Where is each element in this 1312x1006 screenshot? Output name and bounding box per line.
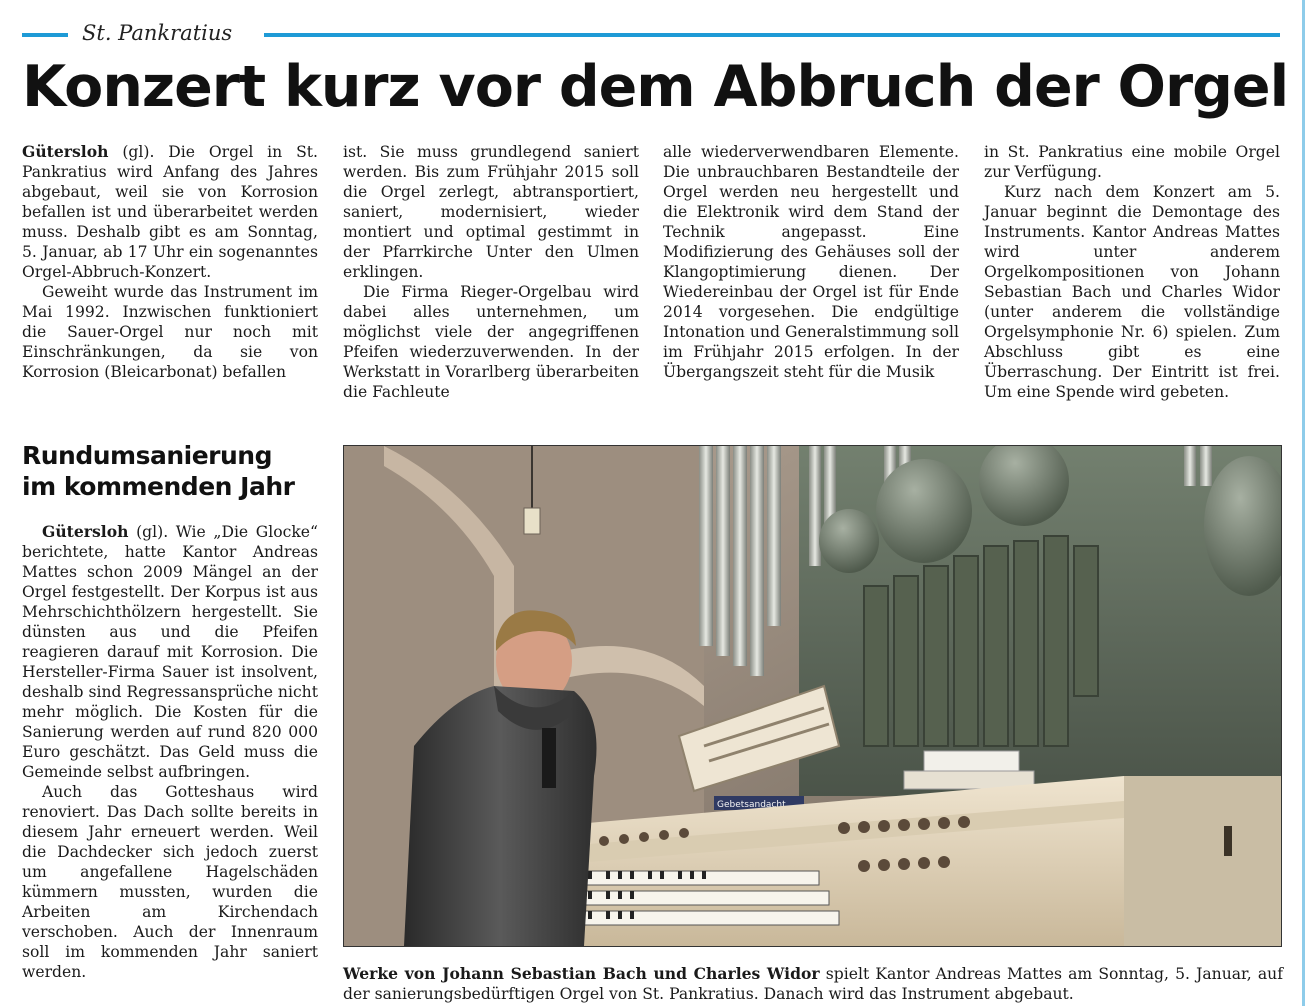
- book-spine-label: Gebetsandacht: [717, 800, 786, 810]
- photo-caption: [343, 964, 1283, 1004]
- article-column-1: [22, 142, 318, 382]
- organ-photo-illustration: [344, 446, 1281, 946]
- headline: Konzert kurz vor dem Abbruch der Orgel: [22, 54, 1289, 120]
- caption-lead: Werke von Johann Sebastian Bach und Charles Widor: [343, 964, 820, 983]
- article2-column: [22, 522, 318, 982]
- article-column-3: [663, 142, 959, 382]
- article-column-2: [343, 142, 639, 402]
- rubric-line-right: [264, 33, 1280, 37]
- rubric-line-left: [22, 33, 68, 37]
- dateline: Gütersloh: [22, 142, 109, 161]
- paragraph: Gütersloh (gl). Die Orgel in St. Pankratius wird Anfang des Jahres abgebaut, weil sie von Korrosion befallen ist und überarbeitet werden muss. Deshalb gibt es am Sonntag, 5. Januar, ab 17 Uhr ein sogenanntes Orgel-Abbruch-Konzert.: [22, 142, 318, 281]
- paragraph: ist. Sie muss grundlegend saniert werden. Bis zum Frühjahr 2015 soll die Orgel zerlegt, abtransportiert, saniert, modernisiert, wieder montiert und optimal gestimmt in der Pfarrkirche Unter den Ulmen erklingen.: [343, 143, 639, 281]
- paragraph: Geweiht wurde das Instrument im Mai 1992. Inzwischen funktioniert die Sauer-Orgel nur noch mit Einschränkungen, da sie von Korrosion (Bleicarbonat) befallen: [22, 283, 318, 381]
- dateline: Gütersloh: [42, 522, 129, 541]
- paragraph: in St. Pankratius eine mobile Orgel zur Verfügung.: [984, 143, 1280, 181]
- rubric-bar: [22, 20, 1280, 50]
- paragraph: Gütersloh (gl). Wie „Die Glocke“ berichtete, hatte Kantor Andreas Mattes schon 2009 Mängel an der Orgel festgestellt. Der Korpus ist aus Mehrschichthölzern hergestellt. Sie dünsten aus und die Pfeifen reagieren darauf mit Korrosion. Die Hersteller-Firma Sauer ist insolvent, deshalb sind Regressansprüche nicht mehr möglich. Die Kosten für die Sanierung werden auf rund 820 000 Euro geschätzt. Das Geld muss die Gemeinde selbst aufbringen.: [22, 522, 318, 781]
- paragraph: Die Firma Rieger-Orgelbau wird dabei alles unternehmen, um möglichst viele der angegriffenen Pfeifen wiederzuverwenden. In der Werkstatt in Vorarlberg überarbeiten die Fachleute: [343, 283, 639, 401]
- subheadline: Rundumsanierung im kommenden Jahr: [22, 441, 295, 501]
- page-edge-line: [1302, 0, 1305, 1006]
- organ-photo: [343, 445, 1282, 947]
- paragraph: alle wiederverwendbaren Elemente. Die unbrauchbaren Bestandteile der Orgel werden neu hergestellt und die Elektronik wird dem Stand der Technik angepasst. Eine Modifizierung des Gehäuses soll der Klangoptimierung dienen. Der Wiedereinbau der Orgel ist für Ende 2014 vorgesehen. Die endgültige Intonation und Generalstimmung soll im Frühjahr 2015 erfolgen. In der Übergangszeit steht für die Musik: [663, 143, 959, 381]
- paragraph: Auch das Gotteshaus wird renoviert. Das Dach sollte bereits in diesem Jahr erneuert werden. Weil die Dachdecker sich jedoch zuerst um angefallene Hagelschäden kümmern mussten, wurden die Arbeiten am Kirchendach verschoben. Auch der Innenraum soll im kommenden Jahr saniert werden.: [22, 783, 318, 981]
- paragraph: Kurz nach dem Konzert am 5. Januar beginnt die Demontage des Instruments. Kantor Andreas Mattes wird unter anderem Orgelkompositionen von Johann Sebastian Bach und Charles Widor (unter anderem die vollständige Orgelsymphonie Nr. 6) spielen. Zum Abschluss gibt es eine Überraschung. Der Eintritt ist frei. Um eine Spende wird gebeten.: [984, 183, 1280, 401]
- caption-text: spielt Kantor Andreas Mattes am Sonntag, 5. Januar, auf der sanierungsbedürftigen Orgel von St. Pankratius. Danach wird das Instrument abgebaut.: [343, 965, 1284, 1003]
- rubric-label: St. Pankratius: [82, 21, 233, 45]
- article-column-4: [984, 142, 1280, 402]
